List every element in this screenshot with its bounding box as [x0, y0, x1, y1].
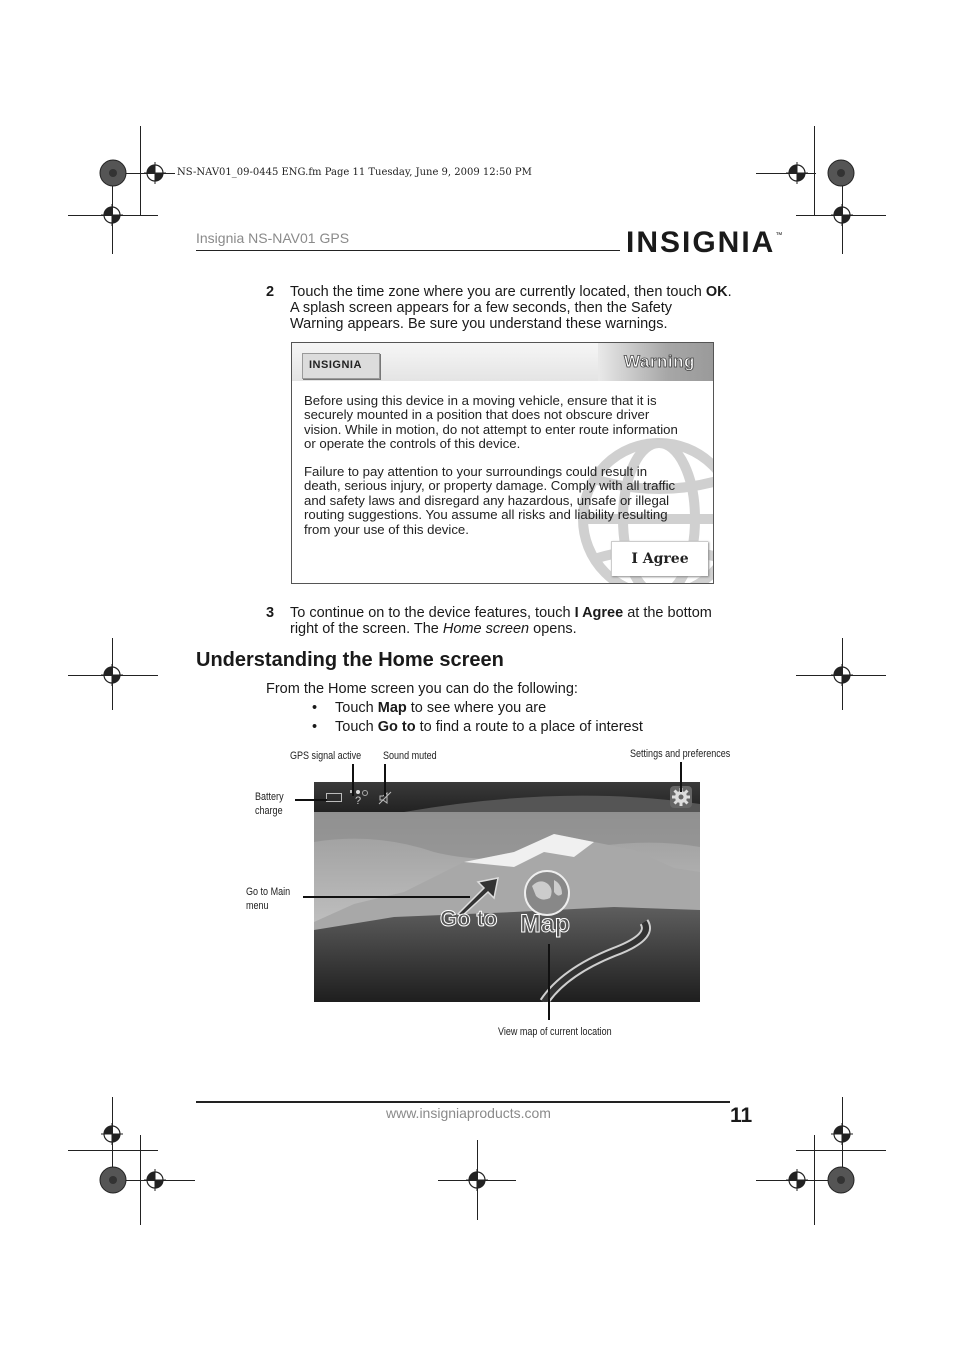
bullet-text-end: to find a route to a place of interest: [415, 719, 643, 735]
step-3-line2: right of the screen. The: [290, 621, 443, 637]
step-2-line3: Warning appears. Be sure you understand these warnings.: [290, 316, 668, 332]
home-screen-ref: Home screen: [442, 621, 530, 637]
footer-url: www.insigniaproducts.com: [386, 1105, 551, 1121]
warning-p1-line: vision. While in motion, do not attempt to enter route information: [304, 421, 678, 437]
step-3-number: 3: [266, 605, 275, 621]
step-2-line1-end: .: [727, 284, 732, 300]
callout-battery-line2: charge: [255, 805, 283, 817]
step-2-line1: Touch the time zone where you are currently located, then touch: [290, 284, 706, 300]
section-heading: Understanding the Home screen: [196, 649, 504, 671]
warning-p2-line: routing suggestions. You assume all risks and liability resulting: [304, 507, 668, 523]
step-3-line2-end: opens.: [529, 621, 577, 637]
logo-tm: ™: [775, 232, 783, 239]
callout-gps: GPS signal active: [290, 750, 362, 762]
list-item: • Touch Go to to find a route to a place of interest: [312, 719, 643, 735]
step-2-line2: A splash screen appears for a few seconds, then the Safety: [290, 300, 673, 316]
list-item: • Touch Map to see where you are: [312, 700, 547, 716]
callout-battery-line1: Battery: [255, 791, 284, 803]
callout-settings: Settings and preferences: [630, 748, 731, 760]
logo-text: INSIGNIA: [626, 226, 776, 259]
bullet-text-end: to see where you are: [406, 700, 547, 716]
ok-label: OK: [705, 284, 728, 300]
warning-p2-line: and safety laws and disregard any hazardous, unsafe or illegal: [304, 492, 670, 508]
warning-p1-line: Before using this device in a moving vehicle, ensure that it is: [304, 393, 657, 408]
step-2-number: 2: [266, 284, 275, 300]
warning-p2-line: death, serious injury, or property damage. Comply with all traffic: [304, 478, 676, 494]
warning-title: Warning: [624, 352, 695, 371]
bullet-text: Touch: [335, 700, 378, 716]
i-agree-ref: I Agree: [574, 605, 624, 621]
goto-ref: Go to: [377, 719, 416, 735]
warning-logo-text: INSIGNIA: [309, 359, 362, 371]
callout-sound: Sound muted: [383, 750, 437, 762]
page-number: 11: [730, 1104, 753, 1127]
warning-p2-line: from your use of this device.: [304, 521, 469, 537]
map-ref: Map: [377, 700, 407, 716]
warning-p2-line: Failure to pay attention to your surroundings could result in: [304, 464, 648, 479]
bullet-text: Touch: [335, 719, 378, 735]
warning-p1-line: or operate the controls of this device.: [304, 436, 521, 452]
step-3-line1: To continue on to the device features, touch: [290, 605, 575, 621]
footer-rule: [196, 1101, 730, 1103]
section-intro: From the Home screen you can do the following:: [266, 681, 578, 697]
gps-status-glyph: ?: [355, 795, 362, 807]
goto-label: Go to: [440, 906, 498, 931]
warning-p1-line: securely mounted in a position that does not obscure driver: [304, 407, 650, 423]
callout-map: View map of current location: [498, 1026, 612, 1038]
callout-goto-line1: Go to Main: [246, 886, 291, 898]
step-3-line1-end: at the bottom: [623, 605, 712, 621]
i-agree-label: I Agree: [631, 551, 689, 567]
print-slug: NS-NAV01_09-0445 ENG.fm Page 11 Tuesday, June 9, 2009 12:50 PM: [177, 167, 532, 178]
header-product-name: Insignia NS-NAV01 GPS: [196, 230, 350, 246]
map-label: Map: [520, 910, 570, 938]
callout-goto-line2: menu: [246, 900, 269, 912]
